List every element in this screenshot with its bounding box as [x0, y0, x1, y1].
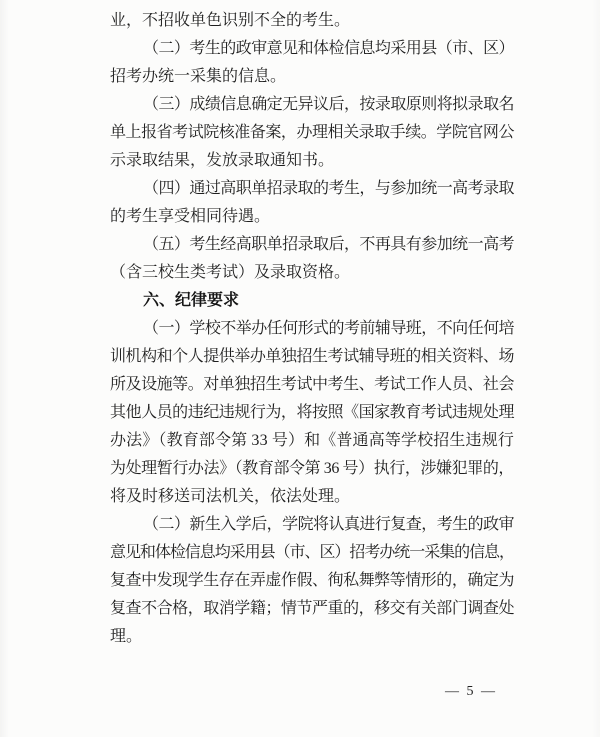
document-body	[110, 7, 514, 651]
text-line: 业，不招收单色识别不全的考生。	[110, 12, 351, 29]
text-line: 单上报省考试院核准备案，办理相关录取手续。学院官网公	[110, 124, 514, 141]
text-line: 复查中发现学生存在弄虚作假、徇私舞弊等情形的，确定为	[110, 572, 514, 589]
text-line: 将及时移送司法机关，依法处理。	[110, 488, 351, 505]
text-line: （四）通过高职单招录取的考生，与参加统一高考录取	[143, 180, 514, 197]
text-line: 示录取结果，发放录取通知书。	[110, 152, 335, 169]
text-line: （二）新生入学后，学院将认真进行复查，考生的政审	[143, 516, 514, 533]
text-line: 所及设施等。对单独招生考试中考生、考试工作人员、社会	[110, 376, 514, 393]
text-line: 办法》（教育部令第 33 号）和《普通高等学校招生违规行	[110, 432, 514, 449]
text-line: （三）成绩信息确定无异议后，按录取原则将拟录取名	[143, 96, 514, 113]
text-line: （二）考生的政审意见和体检信息均采用县（市、区）	[143, 40, 514, 57]
page-number: — 5 —	[445, 684, 497, 699]
text-line: 招考办统一采集的信息。	[110, 68, 287, 85]
text-line: 的考生享受相同待遇。	[110, 208, 271, 225]
section-heading: 六、纪律要求	[143, 292, 240, 309]
text-line: （五）考生经高职单招录取后，不再具有参加统一高考	[143, 236, 514, 253]
text-line: 复查不合格，取消学籍；情节严重的，移交有关部门调查处	[110, 600, 514, 617]
text-line: （一）学校不举办任何形式的考前辅导班，不向任何培	[143, 320, 514, 337]
text-line: 其他人员的违纪违规行为，将按照《国家教育考试违规处理	[110, 404, 514, 421]
text-line: 为处理暂行办法》（教育部令第 36 号）执行，涉嫌犯罪的，	[110, 460, 514, 477]
text-line: 训机构和个人提供举办单独招生考试辅导班的相关资料、场	[110, 348, 514, 365]
text-line: 意见和体检信息均采用县（市、区）招考办统一采集的信息，	[110, 544, 514, 561]
text-line: （含三校生类考试）及录取资格。	[110, 264, 351, 281]
text-line: 理。	[110, 628, 143, 645]
